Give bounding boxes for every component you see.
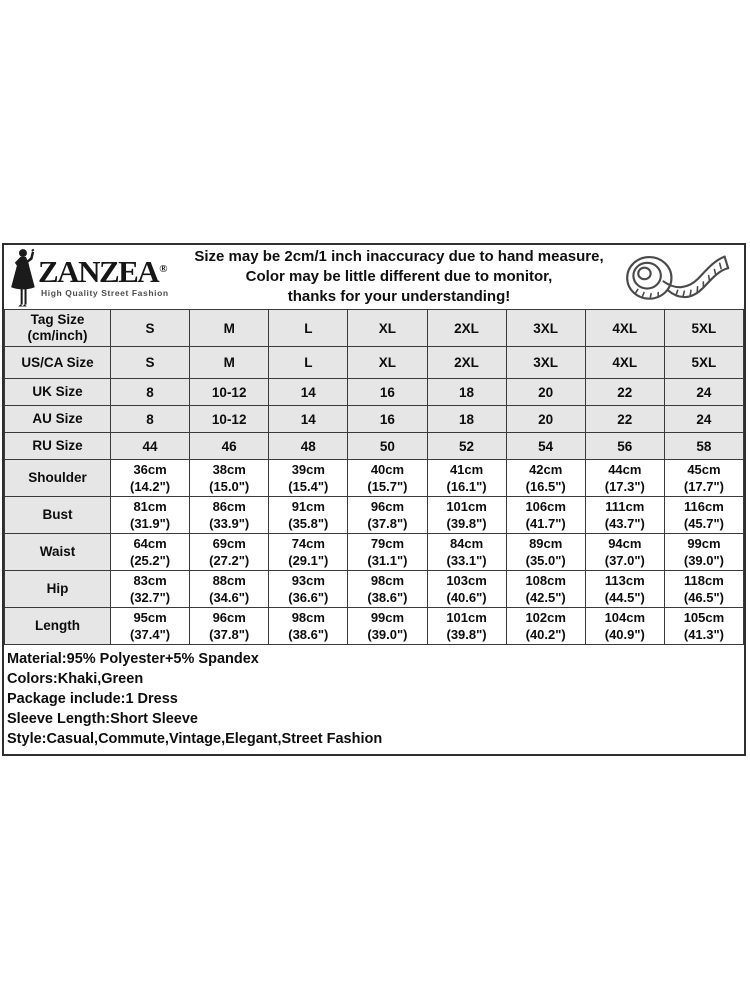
value-inch: (34.6") xyxy=(209,590,250,605)
size-value-cell: L xyxy=(269,347,348,379)
value-inch: (45.7") xyxy=(683,516,724,531)
value-cm: 101cm xyxy=(446,610,487,625)
row-label-cell xyxy=(5,571,111,608)
value-inch: (44.5") xyxy=(604,590,645,605)
value-cm: 99cm xyxy=(687,536,721,551)
measure-value-cell xyxy=(506,534,585,571)
value-cm: 69cm xyxy=(212,536,246,551)
measure-value-cell xyxy=(585,497,664,534)
row-label-line: RU Size xyxy=(32,438,83,453)
value-cm: 89cm xyxy=(529,536,563,551)
measure-value-cell xyxy=(506,571,585,608)
size-value-cell: M xyxy=(190,347,269,379)
row-label-line: AU Size xyxy=(32,411,83,426)
measure-value-cell xyxy=(664,608,743,645)
detail-line: Package include:1 Dress xyxy=(7,691,178,707)
table-row xyxy=(5,534,744,571)
value-inch: (41.3") xyxy=(683,627,724,642)
size-value-cell: 20 xyxy=(506,406,585,433)
table-row xyxy=(5,379,744,406)
brand-tagline: High Quality Street Fashion xyxy=(41,288,169,299)
size-value-cell: 8 xyxy=(111,406,190,433)
size-value-cell: 58 xyxy=(664,433,743,460)
value-cm: 101cm xyxy=(446,499,487,514)
row-label-cell xyxy=(5,534,111,571)
measure-value-cell xyxy=(585,608,664,645)
size-value-cell: 22 xyxy=(585,379,664,406)
table-row xyxy=(5,310,744,347)
size-value-cell: S xyxy=(111,310,190,347)
row-label-line: (cm/inch) xyxy=(27,328,88,343)
value-cm: 91cm xyxy=(291,499,325,514)
value-cm: 116cm xyxy=(684,499,724,514)
size-value-cell: 2XL xyxy=(427,347,506,379)
value-inch: (16.1") xyxy=(446,479,487,494)
table-row xyxy=(5,571,744,608)
value-cm: 111cm xyxy=(605,499,645,514)
table-row xyxy=(5,497,744,534)
notice-line-2: Color may be little different due to monitor, xyxy=(245,268,553,285)
size-value-cell: 4XL xyxy=(585,347,664,379)
value-inch: (31.1") xyxy=(367,553,408,568)
brand-name-text: ZANZEA xyxy=(38,254,159,290)
value-inch: (39.0") xyxy=(367,627,408,642)
value-inch: (15.0") xyxy=(209,479,250,494)
tape-icon-wrap xyxy=(610,246,740,308)
measure-value-cell xyxy=(427,460,506,497)
value-inch: (39.8") xyxy=(446,627,487,642)
size-value-cell: XL xyxy=(348,310,427,347)
measure-value-cell xyxy=(269,608,348,645)
size-table xyxy=(4,309,744,645)
value-inch: (37.0") xyxy=(604,553,645,568)
row-label-line: Shoulder xyxy=(28,470,87,485)
size-value-cell: 20 xyxy=(506,379,585,406)
value-inch: (46.5") xyxy=(683,590,724,605)
measure-value-cell xyxy=(348,534,427,571)
value-inch: (16.5") xyxy=(525,479,566,494)
value-inch: (33.1") xyxy=(446,553,487,568)
size-value-cell: 50 xyxy=(348,433,427,460)
measure-value-cell xyxy=(190,497,269,534)
measure-value-cell xyxy=(506,460,585,497)
measure-value-cell xyxy=(190,460,269,497)
value-inch: (15.7") xyxy=(367,479,408,494)
value-inch: (37.8") xyxy=(209,627,250,642)
value-cm: 39cm xyxy=(291,462,325,477)
measure-value-cell xyxy=(585,571,664,608)
row-label-line: Length xyxy=(35,618,80,633)
value-inch: (38.6") xyxy=(288,627,329,642)
value-inch: (14.2") xyxy=(130,479,171,494)
measure-value-cell xyxy=(190,608,269,645)
value-cm: 64cm xyxy=(133,536,167,551)
measure-value-cell xyxy=(190,534,269,571)
measure-value-cell xyxy=(506,608,585,645)
value-inch: (33.9") xyxy=(209,516,250,531)
row-label-cell xyxy=(5,406,111,433)
size-value-cell: 4XL xyxy=(585,310,664,347)
size-value-cell: 56 xyxy=(585,433,664,460)
value-inch: (41.7") xyxy=(525,516,566,531)
value-cm: 74cm xyxy=(291,536,325,551)
measure-value-cell xyxy=(348,608,427,645)
detail-line: Colors:Khaki,Green xyxy=(7,671,144,687)
row-label-line: Tag Size xyxy=(30,312,85,327)
row-label-cell xyxy=(5,608,111,645)
value-inch: (40.9") xyxy=(604,627,645,642)
value-inch: (27.2") xyxy=(209,553,250,568)
size-value-cell: XL xyxy=(348,347,427,379)
size-chart-sheet xyxy=(2,243,746,756)
row-label-line: Waist xyxy=(39,544,76,559)
size-value-cell: 16 xyxy=(348,406,427,433)
measure-value-cell xyxy=(111,534,190,571)
measure-value-cell xyxy=(664,497,743,534)
value-cm: 104cm xyxy=(604,610,646,625)
size-value-cell: 44 xyxy=(111,433,190,460)
value-cm: 95cm xyxy=(133,610,167,625)
size-value-cell: S xyxy=(111,347,190,379)
measure-value-cell xyxy=(348,497,427,534)
value-inch: (35.8") xyxy=(288,516,329,531)
size-value-cell: 16 xyxy=(348,379,427,406)
value-inch: (37.8") xyxy=(367,516,408,531)
value-cm: 84cm xyxy=(449,536,484,551)
row-label-cell xyxy=(5,347,111,379)
measure-value-cell xyxy=(348,571,427,608)
row-label-cell xyxy=(5,433,111,460)
row-label-cell xyxy=(5,497,111,534)
value-inch: (43.7") xyxy=(604,516,645,531)
value-cm: 98cm xyxy=(370,573,405,588)
table-row xyxy=(5,347,744,379)
value-cm: 96cm xyxy=(212,610,246,625)
size-value-cell: 48 xyxy=(269,433,348,460)
measure-value-cell xyxy=(427,497,506,534)
size-value-cell: 18 xyxy=(427,406,506,433)
notice-line-3: thanks for your understanding! xyxy=(287,288,511,305)
size-value-cell: M xyxy=(190,310,269,347)
table-row xyxy=(5,608,744,645)
size-value-cell: 5XL xyxy=(664,310,743,347)
header-band xyxy=(4,245,744,309)
size-value-cell: 10-12 xyxy=(190,406,269,433)
value-inch: (42.5") xyxy=(525,590,566,605)
table-row xyxy=(5,433,744,460)
value-inch: (35.0") xyxy=(525,553,566,568)
value-inch: (39.0") xyxy=(683,553,724,568)
brand-text xyxy=(38,256,169,298)
size-value-cell: 46 xyxy=(190,433,269,460)
measure-value-cell xyxy=(427,608,506,645)
value-cm: 41cm xyxy=(449,462,484,477)
size-value-cell: 14 xyxy=(269,406,348,433)
value-cm: 42cm xyxy=(529,462,563,477)
measure-value-cell xyxy=(269,571,348,608)
row-label-cell xyxy=(5,460,111,497)
value-inch: (39.8") xyxy=(446,516,487,531)
table-row xyxy=(5,406,744,433)
row-label-line: Bust xyxy=(42,507,73,522)
value-cm: 81cm xyxy=(133,499,167,514)
product-details xyxy=(4,645,744,754)
value-inch: (17.7") xyxy=(683,479,724,494)
size-value-cell: 3XL xyxy=(506,347,585,379)
detail-line: Sleeve Length:Short Sleeve xyxy=(7,711,198,727)
value-cm: 44cm xyxy=(608,462,642,477)
measure-notice xyxy=(188,247,610,307)
measure-value-cell xyxy=(427,571,506,608)
value-inch: (40.2") xyxy=(525,627,566,642)
measure-value-cell xyxy=(269,534,348,571)
row-label-line: US/CA Size xyxy=(21,354,94,370)
measure-value-cell xyxy=(111,497,190,534)
value-cm: 83cm xyxy=(133,573,167,588)
size-value-cell: 18 xyxy=(427,379,506,406)
value-cm: 93cm xyxy=(291,573,325,588)
value-inch: (31.9") xyxy=(130,516,171,531)
size-value-cell: 2XL xyxy=(427,310,506,347)
measure-value-cell xyxy=(269,497,348,534)
value-cm: 106cm xyxy=(525,499,566,514)
measure-value-cell xyxy=(506,497,585,534)
brand-name xyxy=(38,254,169,290)
value-cm: 36cm xyxy=(133,462,167,477)
table-row xyxy=(5,460,744,497)
size-value-cell: 54 xyxy=(506,433,585,460)
measure-value-cell xyxy=(427,534,506,571)
row-label-line: Hip xyxy=(46,581,69,596)
size-value-cell: 5XL xyxy=(664,347,743,379)
value-cm: 113cm xyxy=(604,573,645,588)
measure-value-cell xyxy=(111,460,190,497)
detail-line: Style:Casual,Commute,Vintage,Elegant,Street Fashion xyxy=(7,731,383,747)
value-cm: 45cm xyxy=(687,462,721,477)
measure-value-cell xyxy=(111,571,190,608)
value-cm: 86cm xyxy=(212,499,246,514)
value-cm: 38cm xyxy=(212,462,246,477)
measure-value-cell xyxy=(111,608,190,645)
value-cm: 102cm xyxy=(525,610,566,625)
measure-value-cell xyxy=(664,534,743,571)
value-inch: (38.6") xyxy=(367,590,408,605)
value-inch: (40.6") xyxy=(446,590,487,605)
size-value-cell: 10-12 xyxy=(190,379,269,406)
size-value-cell: 14 xyxy=(269,379,348,406)
size-value-cell: 22 xyxy=(585,406,664,433)
measure-value-cell xyxy=(664,460,743,497)
measure-value-cell xyxy=(585,460,664,497)
measure-value-cell xyxy=(585,534,664,571)
value-cm: 105cm xyxy=(683,610,725,625)
value-cm: 99cm xyxy=(370,610,405,625)
measure-value-cell xyxy=(190,571,269,608)
value-cm: 98cm xyxy=(291,610,325,625)
value-inch: (32.7") xyxy=(130,590,171,605)
value-cm: 103cm xyxy=(446,573,487,588)
value-inch: (17.3") xyxy=(604,479,645,494)
notice-line-1: Size may be 2cm/1 inch inaccuracy due to hand measure, xyxy=(194,248,604,265)
value-cm: 108cm xyxy=(525,573,566,588)
row-label-line: UK Size xyxy=(32,384,83,399)
woman-silhouette-icon xyxy=(4,248,40,308)
value-cm: 40cm xyxy=(370,462,405,477)
value-cm: 94cm xyxy=(608,536,642,551)
brand-logo xyxy=(4,246,188,308)
value-inch: (15.4") xyxy=(288,479,329,494)
value-cm: 79cm xyxy=(370,536,405,551)
size-value-cell: 8 xyxy=(111,379,190,406)
size-value-cell: 24 xyxy=(664,379,743,406)
size-value-cell: 52 xyxy=(427,433,506,460)
measure-value-cell xyxy=(664,571,743,608)
measure-value-cell xyxy=(269,460,348,497)
size-value-cell: 24 xyxy=(664,406,743,433)
value-inch: (37.4") xyxy=(130,627,171,642)
measure-value-cell xyxy=(348,460,427,497)
size-table-body xyxy=(5,310,744,645)
value-inch: (36.6") xyxy=(288,590,329,605)
value-inch: (29.1") xyxy=(288,553,329,568)
value-inch: (25.2") xyxy=(130,553,171,568)
detail-line: Material:95% Polyester+5% Spandex xyxy=(7,651,259,667)
value-cm: 118cm xyxy=(684,573,724,588)
row-label-cell xyxy=(5,379,111,406)
size-value-cell: L xyxy=(269,310,348,347)
size-value-cell: 3XL xyxy=(506,310,585,347)
row-label-cell xyxy=(5,310,111,347)
measuring-tape-icon xyxy=(616,246,734,308)
value-cm: 96cm xyxy=(370,499,405,514)
registered-mark: ® xyxy=(159,263,168,276)
value-cm: 88cm xyxy=(212,573,246,588)
